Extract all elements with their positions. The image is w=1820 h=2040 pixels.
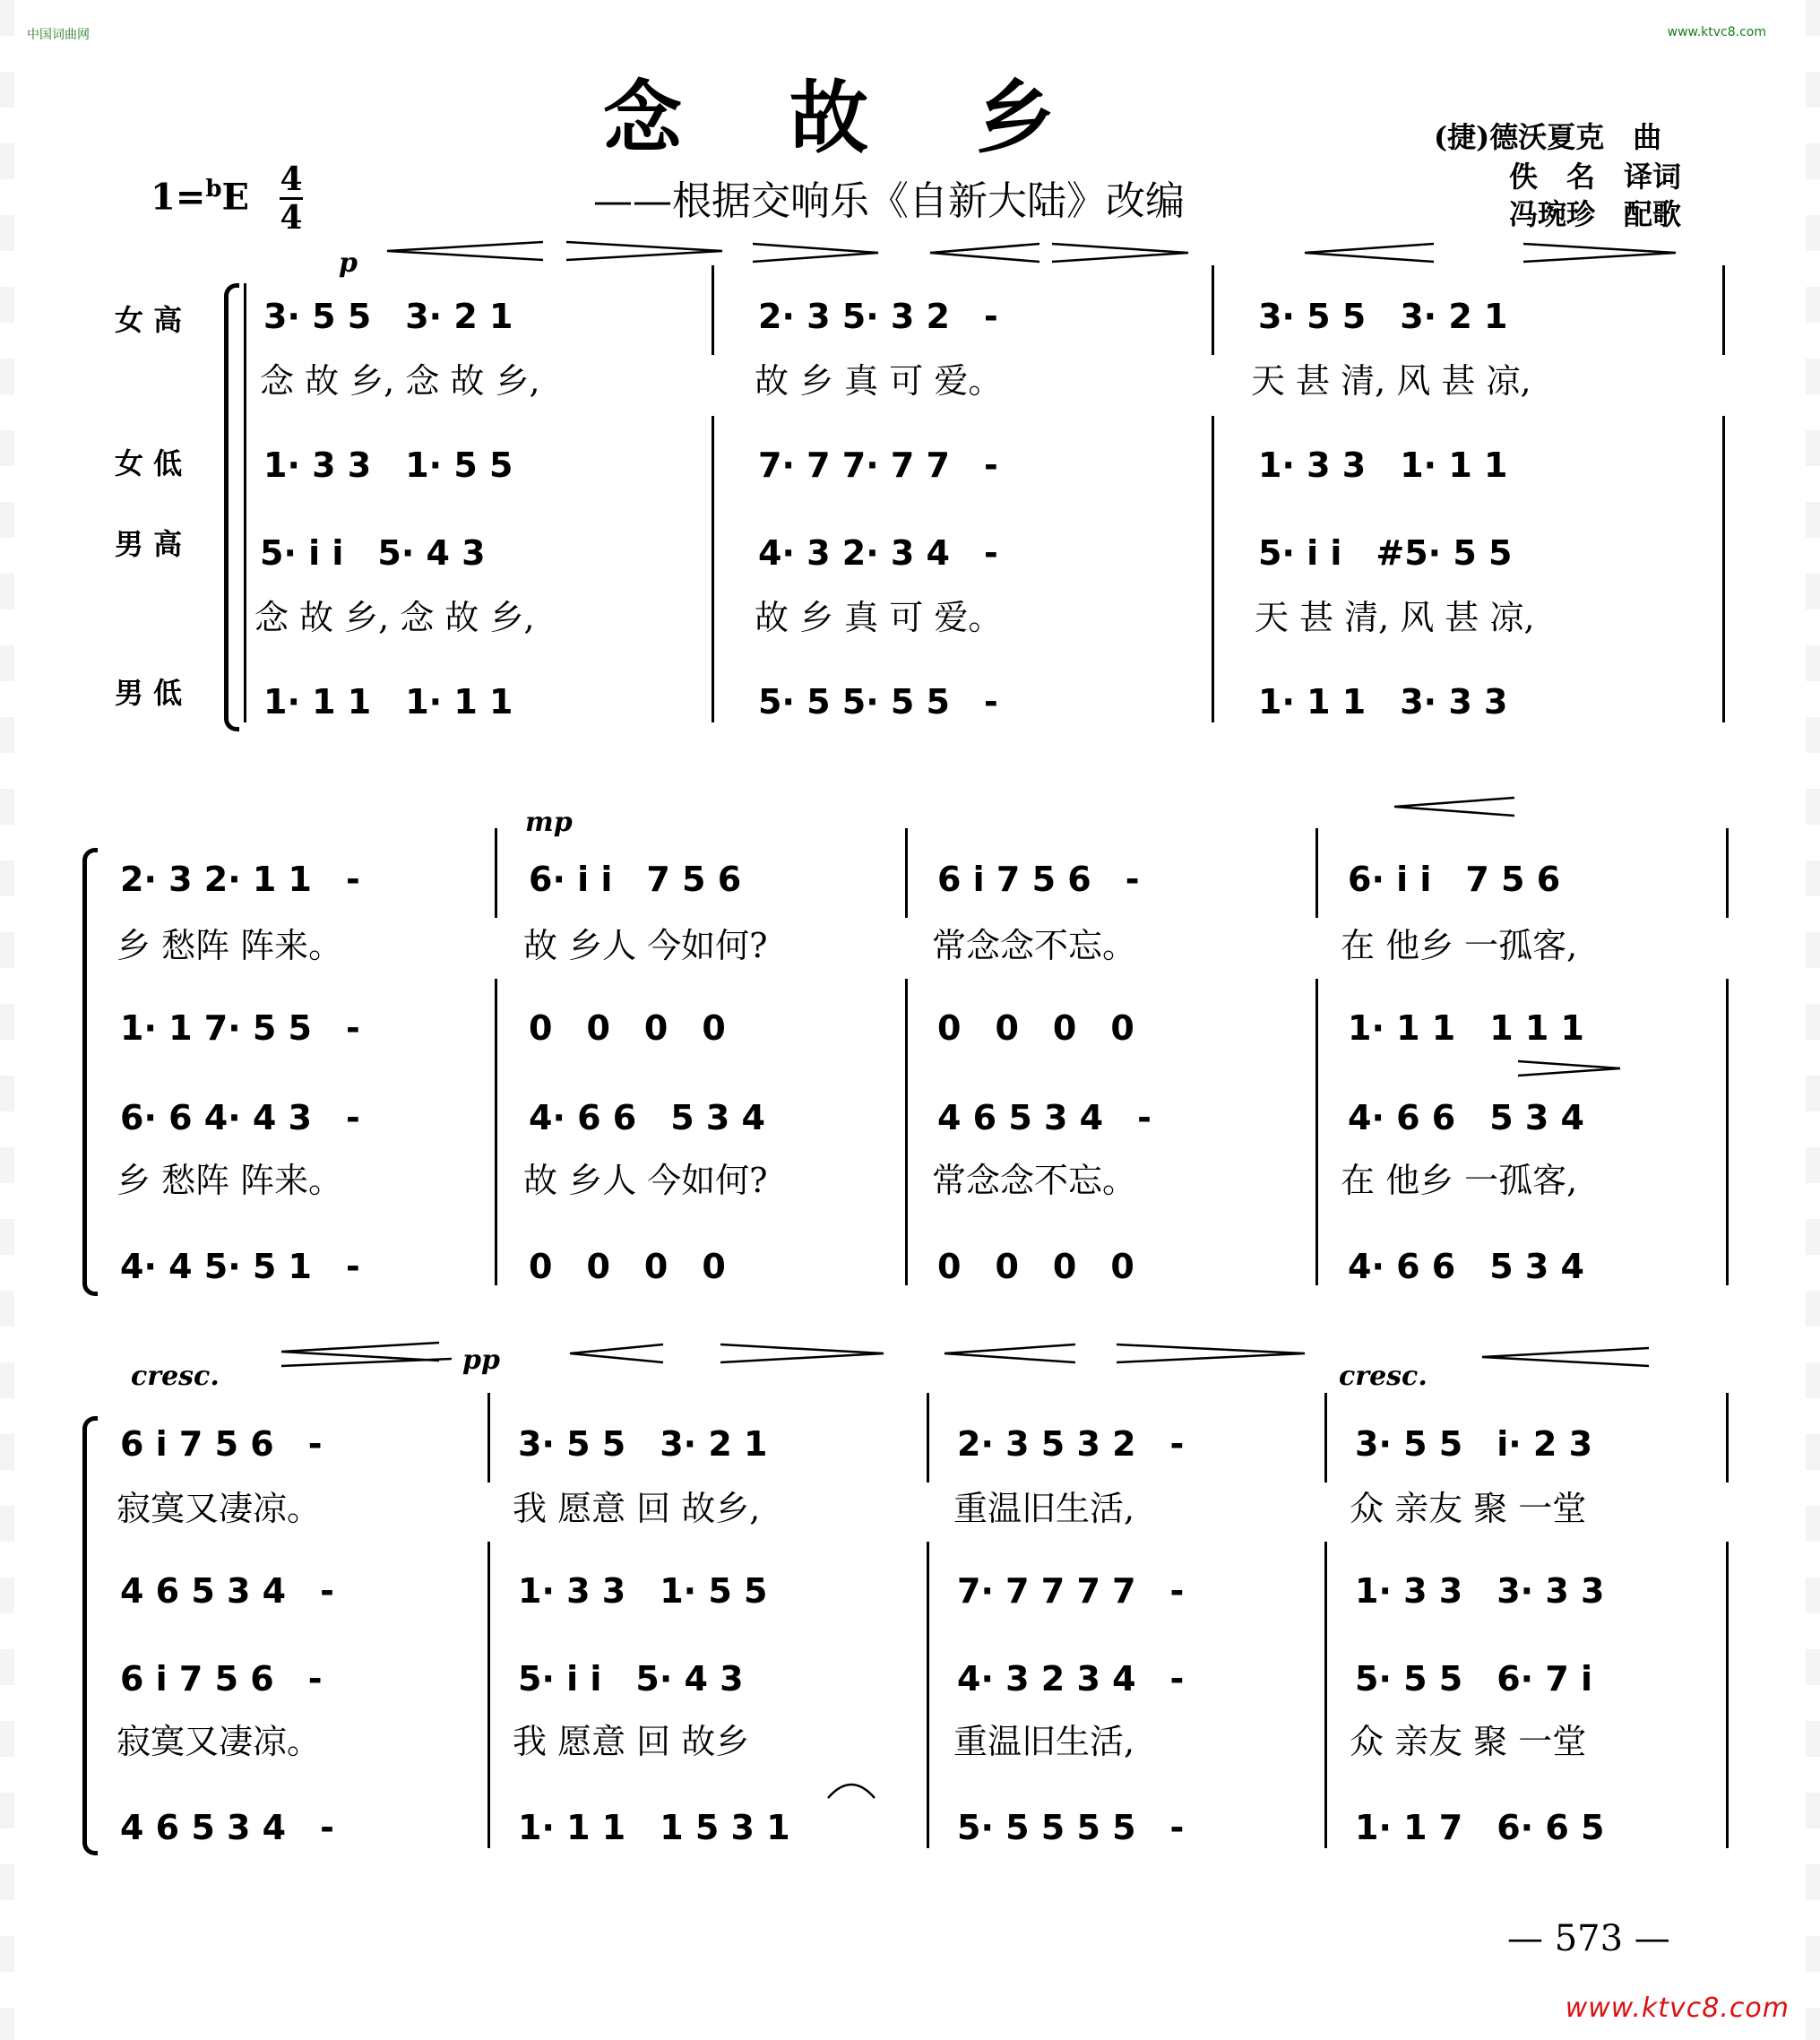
credit-lyricist: 佚 名 译词 (1509, 160, 1682, 194)
hairpin-dim (720, 1344, 884, 1362)
soprano-lyric: 故 乡 真 可 爱。 (755, 361, 1003, 401)
soprano-lyric: 重温旧生活, (953, 1489, 1135, 1528)
tenor-lyric: 故 乡 真 可 爱。 (755, 598, 1003, 637)
soprano-measure: 6 i 7 5 6 - (120, 1424, 323, 1464)
hairpin-dim (1518, 1061, 1620, 1076)
tenor-measure: 5· 5 5 6· 7 i (1355, 1659, 1593, 1699)
soprano-measure: 6 i 7 5 6 - (937, 860, 1140, 899)
bass-measure: 1· 1 1 3· 3 3 (1258, 682, 1508, 722)
soprano-lyric: 我 愿意 回 故乡, (513, 1489, 761, 1528)
soprano-measure: 3· 5 5 i· 2 3 (1355, 1424, 1593, 1464)
voice-label-tenor: 男 高 (115, 527, 183, 561)
alto-measure: 1· 1 7· 5 5 - (120, 1008, 360, 1048)
dynamic-p: p (339, 247, 358, 279)
dynamic-cresc-1: cresc. (131, 1361, 220, 1392)
soprano-lyric: 常念念不忘。 (932, 926, 1137, 965)
tenor-measure: 4· 6 6 5 3 4 (529, 1098, 765, 1137)
hairpin-dim (1117, 1344, 1305, 1362)
watermark-right: www.ktvc8.com (1667, 25, 1766, 39)
tenor-measure: 4· 3 2 3 4 - (957, 1659, 1185, 1699)
bass-measure: 4· 4 5· 5 1 - (120, 1247, 360, 1286)
bass-measure: 1· 1 7 6· 6 5 (1355, 1808, 1605, 1847)
barline (1722, 265, 1725, 355)
alto-measure: 7· 7 7· 7 7 - (758, 445, 998, 485)
dynamic-cresc-2: cresc. (1339, 1361, 1428, 1392)
bass-measure: 4· 6 6 5 3 4 (1348, 1247, 1584, 1286)
hairpin-dim (1052, 244, 1188, 262)
barline (927, 1393, 929, 1482)
barline (712, 265, 714, 355)
tenor-measure: 5· i i 5· 4 3 (260, 533, 486, 573)
barline (905, 828, 908, 918)
tenor-lyric: 重温旧生活, (953, 1722, 1135, 1761)
slur (828, 1785, 875, 1798)
bass-measure: 1· 1 1 1 5 3 1 (518, 1808, 790, 1847)
tenor-measure: 5· i i 5· 4 3 (518, 1659, 744, 1699)
tenor-lyric: 常念念不忘。 (932, 1161, 1137, 1200)
system-brace-2 (82, 848, 98, 1296)
barline (1726, 1542, 1729, 1848)
barline (1722, 416, 1725, 722)
bass-measure: 0 0 0 0 (529, 1247, 726, 1286)
key-prefix: 1= (151, 176, 206, 219)
barline (1726, 1393, 1729, 1482)
barline (1324, 1542, 1327, 1848)
soprano-lyric: 天 甚 清, 风 甚 凉, (1251, 361, 1531, 401)
alto-measure: 1· 3 3 1· 5 5 (518, 1571, 768, 1611)
soprano-lyric: 寂寞又凄凉。 (116, 1489, 322, 1528)
hairpin-cresc (387, 242, 543, 260)
hairpin-cresc (945, 1344, 1075, 1362)
tenor-measure: 5· i i #5· 5 5 (1258, 533, 1513, 573)
key-note: E (221, 176, 250, 219)
tenor-measure: 4· 3 2· 3 4 - (758, 533, 998, 573)
barline (244, 283, 246, 722)
alto-measure: 1· 3 3 1· 1 1 (1258, 445, 1508, 485)
alto-measure: 0 0 0 0 (529, 1008, 726, 1048)
soprano-lyric: 在 他乡 一孤客, (1341, 926, 1578, 965)
soprano-measure: 6· i i 7 5 6 (529, 860, 742, 899)
alto-measure: 1· 3 3 3· 3 3 (1355, 1571, 1605, 1611)
soprano-measure: 2· 3 5· 3 2 - (758, 297, 998, 336)
credit-arranger: 冯琬珍 配歌 (1509, 197, 1682, 231)
alto-measure: 1· 3 3 1· 5 5 (263, 445, 513, 485)
barline (1726, 828, 1729, 918)
soprano-measure: 2· 3 2· 1 1 - (120, 860, 360, 899)
hairpin-cresc (930, 244, 1039, 262)
barline (495, 828, 497, 918)
soprano-measure: 3· 5 5 3· 2 1 (518, 1424, 768, 1464)
meter-top: 4 (280, 160, 303, 198)
bass-measure: 4 6 5 3 4 - (120, 1808, 334, 1847)
tenor-measure: 4· 6 6 5 3 4 (1348, 1098, 1584, 1137)
hairpin-cresc (570, 1344, 663, 1362)
soprano-measure: 3· 5 5 3· 2 1 (263, 297, 513, 336)
tenor-lyric: 众 亲友 聚 一堂 (1350, 1722, 1587, 1761)
soprano-lyric: 故 乡人 今如何? (523, 926, 768, 965)
page-number: — 573 — (1507, 1918, 1670, 1959)
barline (1726, 979, 1729, 1285)
watermark-left: 中国词曲网 (27, 28, 90, 42)
tenor-lyric: 念 故 乡, 念 故 乡, (254, 598, 535, 637)
voice-label-bass: 男 低 (115, 676, 183, 710)
alto-measure: 4 6 5 3 4 - (120, 1571, 334, 1611)
bass-measure: 5· 5 5 5 5 - (957, 1808, 1185, 1847)
barline (712, 416, 714, 722)
tenor-measure: 6· 6 4· 4 3 - (120, 1098, 360, 1137)
hairpin-dim (1523, 244, 1676, 262)
tenor-lyric: 在 他乡 一孤客, (1341, 1161, 1578, 1200)
meter-bottom: 4 (280, 199, 303, 237)
soprano-lyric: 念 故 乡, 念 故 乡, (260, 361, 540, 401)
dynamic-pp: pp (462, 1344, 500, 1376)
bass-measure: 1· 1 1 1· 1 1 (263, 682, 513, 722)
barline (1315, 979, 1318, 1285)
hairpin-dim (566, 242, 722, 260)
soprano-lyric: 乡 愁阵 阵来。 (116, 926, 343, 965)
hairpin-dim (753, 244, 878, 262)
system-brace-1 (224, 283, 239, 731)
voice-label-soprano: 女 高 (115, 303, 183, 337)
dynamic-mp: mp (525, 807, 573, 838)
watermark-bottom: www.ktvc8.com (1565, 1992, 1790, 2024)
key-flat: b (205, 176, 222, 203)
barline (487, 1542, 490, 1848)
song-title: 念故乡 (602, 71, 1162, 164)
barline (1212, 416, 1214, 722)
tenor-measure: 4 6 5 3 4 - (937, 1098, 1152, 1137)
credit-composer: (捷)德沃夏克 曲 (1434, 120, 1662, 154)
hairpin-cresc (1394, 798, 1514, 816)
soprano-measure: 6· i i 7 5 6 (1348, 860, 1561, 899)
subtitle: ——根据交响乐《自新大陆》改编 (593, 178, 1185, 224)
tenor-lyric: 故 乡人 今如何? (523, 1161, 768, 1200)
barline (1212, 265, 1214, 355)
alto-measure: 7· 7 7 7 7 - (957, 1571, 1185, 1611)
barline (1315, 828, 1318, 918)
barline (495, 979, 497, 1285)
tenor-measure: 6 i 7 5 6 - (120, 1659, 323, 1699)
tenor-lyric: 寂寞又凄凉。 (116, 1722, 322, 1761)
soprano-lyric: 众 亲友 聚 一堂 (1350, 1489, 1587, 1528)
barline (487, 1393, 490, 1482)
voice-label-alto: 女 低 (115, 446, 183, 480)
barline (1324, 1393, 1327, 1482)
hairpin-cresc (1305, 244, 1434, 262)
bass-measure: 0 0 0 0 (937, 1247, 1134, 1286)
barline (927, 1542, 929, 1848)
hairpin-cresc (1482, 1348, 1649, 1366)
bass-measure: 5· 5 5· 5 5 - (758, 682, 998, 722)
hairpin-cresc (281, 1343, 439, 1361)
tenor-lyric: 乡 愁阵 阵来。 (116, 1161, 343, 1200)
hairpin-dim (281, 1359, 452, 1366)
tenor-lyric: 天 甚 清, 风 甚 凉, (1255, 598, 1535, 637)
soprano-measure: 2· 3 5 3 2 - (957, 1424, 1185, 1464)
tenor-lyric: 我 愿意 回 故乡 (513, 1722, 750, 1761)
barline (905, 979, 908, 1285)
system-brace-3 (82, 1416, 98, 1855)
soprano-measure: 3· 5 5 3· 2 1 (1258, 297, 1508, 336)
alto-measure: 1· 1 1 1 1 1 (1348, 1008, 1584, 1048)
alto-measure: 0 0 0 0 (937, 1008, 1134, 1048)
